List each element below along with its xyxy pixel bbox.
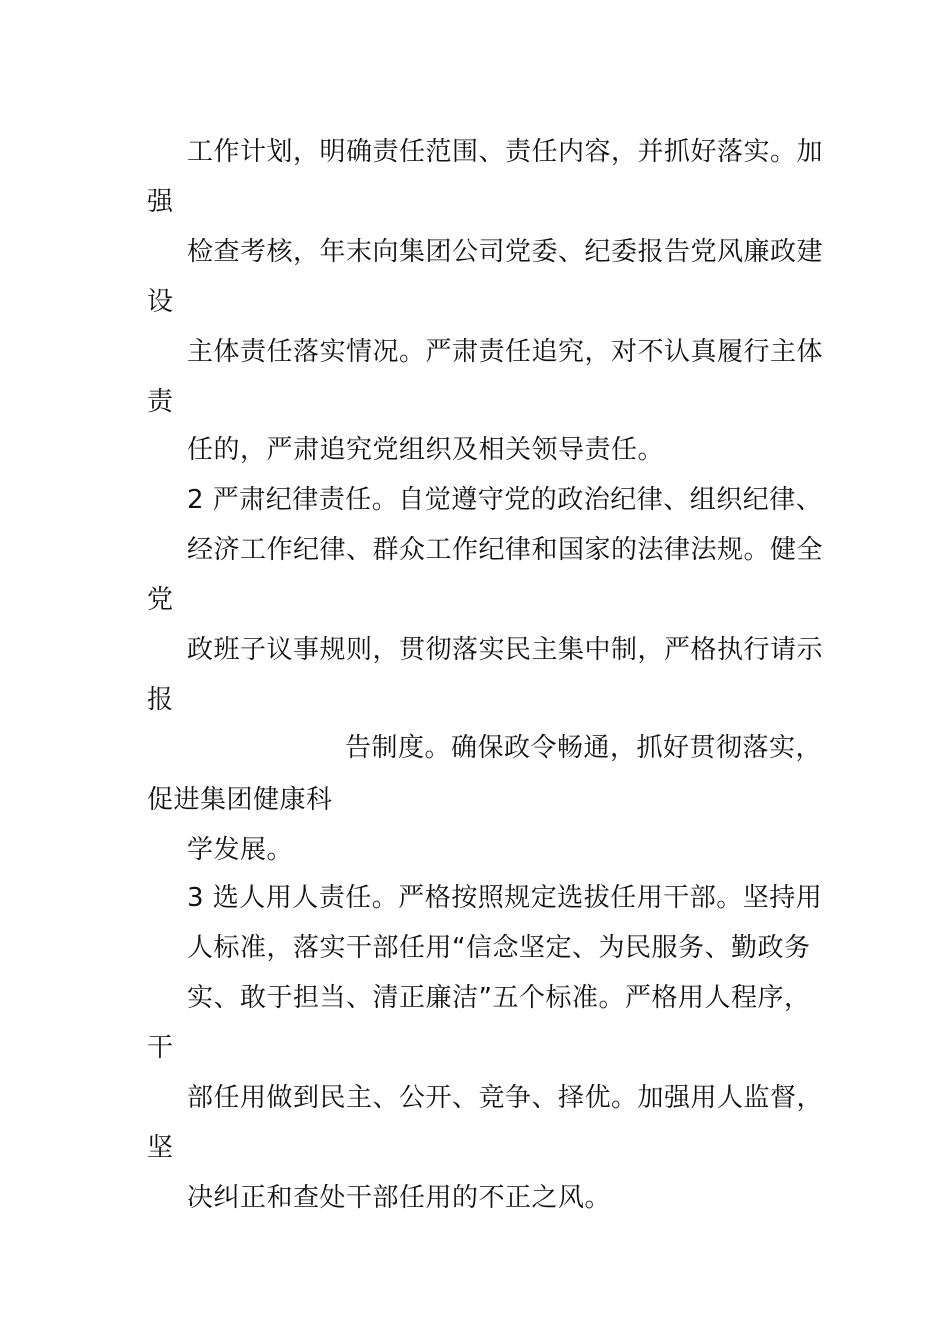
text-line: 政班子议事规则，贯彻落实民主集中制，严格执行请示 xyxy=(187,635,824,665)
text-line: 告制度。确保政令畅通，抓好贯彻落实， xyxy=(345,733,823,763)
text-line: 检查考核，年末向集团公司党委、纪委报告党风廉政建 xyxy=(187,237,824,267)
text-line: 经济工作纪律、群众工作纪律和国家的法律法规。健全 xyxy=(187,535,824,565)
text-line: 学发展。 xyxy=(187,835,294,865)
text-line: 强 xyxy=(147,187,174,217)
text-line: 3 选人用人责任。严格按照规定选拔任用干部。坚持用 xyxy=(187,883,823,913)
text-line: 报 xyxy=(147,685,174,715)
text-line: 设 xyxy=(147,287,174,317)
text-line: 主体责任落实情况。严肃责任追究，对不认真履行主体 xyxy=(187,337,824,367)
text-line: 党 xyxy=(147,585,174,615)
text-line: 工作计划，明确责任范围、责任内容，并抓好落实。加 xyxy=(187,137,824,167)
text-line: 任的，严肃追究党组织及相关领导责任。 xyxy=(187,435,665,465)
text-line: 干 xyxy=(147,1033,174,1063)
text-line: 人标准，落实干部任用“信念坚定、为民服务、勤政务 xyxy=(187,933,811,963)
text-line: 实、敢于担当、清正廉洁”五个标准。严格用人程序， xyxy=(187,983,811,1013)
text-line: 决纠正和查处干部任用的不正之风。 xyxy=(187,1183,612,1213)
text-line: 2 严肃纪律责任。自觉遵守党的政治纪律、组织纪律、 xyxy=(187,485,823,515)
text-line: 部任用做到民主、公开、竞争、择优。加强用人监督， xyxy=(187,1083,824,1113)
text-line: 责 xyxy=(147,387,174,417)
text-line: 促进集团健康科 xyxy=(147,785,333,815)
text-line: 坚 xyxy=(147,1133,174,1163)
